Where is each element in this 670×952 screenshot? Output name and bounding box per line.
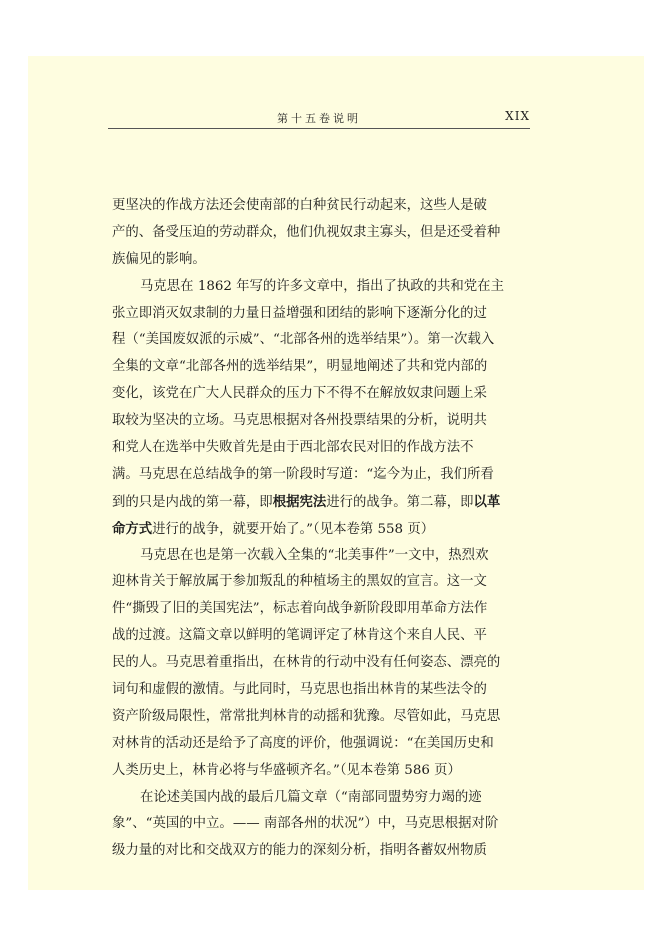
text-line: [112, 704, 532, 731]
text-line: [112, 274, 532, 301]
text-line: [112, 354, 532, 381]
text-line: [112, 462, 532, 489]
text-run: 全集的文章“北部各州的选举结果”，明显地阐述了共和党内部的: [112, 359, 488, 375]
text-run: 取较为坚决的立场。马克思根据对各州投票结果的分析，说明共: [112, 413, 487, 429]
text-line: [112, 785, 532, 812]
text-line: [112, 516, 532, 543]
text-run: 马克思在 1862 年写的许多文章中，指出了执政的共和党在主: [140, 278, 504, 294]
text-line: [112, 543, 532, 570]
text-run: 张立即消灭奴隶制的力量日益增强和团结的影响下逐渐分化的过: [112, 305, 487, 321]
text-line: [112, 596, 532, 623]
text-line: [112, 381, 532, 408]
text-run: 象”、“英国的中立。—— 南部各州的状况”）中，马克思根据对阶: [112, 816, 499, 832]
text-run: 满。马克思在总结战争的第一阶段时写道：“迄今为止，我们所看: [112, 466, 494, 482]
bold-text-run: 以革: [473, 493, 501, 510]
text-line: [112, 811, 532, 838]
text-run: 变化，该党在广大人民群众的压力下不得不在解放奴隶问题上采: [112, 386, 487, 402]
text-line: [112, 435, 532, 462]
text-run: 族偏见的影响。: [112, 251, 206, 267]
page-number: XIX: [505, 109, 530, 123]
text-run: 到的只是内战的第一幕，即: [112, 494, 273, 510]
text-line: [112, 301, 532, 328]
body-text: [112, 193, 532, 865]
text-run: 资产阶级局限性，常常批判林肯的动摇和犹豫。尽管如此，马克思: [112, 708, 501, 724]
text-run: 更坚决的作战方法还会使南部的白种贫民行动起来，这些人是破: [112, 198, 487, 213]
text-run: 进行的战争。第二幕，即: [326, 494, 474, 510]
text-run: 迎林肯关于解放属于参加叛乱的种植场主的黑奴的宣言。这一文: [112, 574, 487, 590]
text-line: [112, 247, 532, 274]
text-run: 对林肯的活动还是给予了高度的评价，他强调说：“在美国历史和: [112, 735, 494, 751]
bold-text-run: 命方式: [112, 520, 153, 537]
text-line: [112, 731, 532, 758]
text-run: 民的人。马克思着重指出，在林肯的行动中没有任何姿态、漂亮的: [112, 655, 501, 671]
text-line: [112, 623, 532, 650]
text-run: 人类历史上，林肯必将与华盛顿齐名。”（见本卷第 586 页）: [112, 762, 461, 778]
text-line: [112, 838, 532, 865]
text-line: [112, 489, 532, 516]
text-run: 战的过渡。这篇文章以鲜明的笔调评定了林肯这个来自人民、平: [112, 628, 487, 644]
text-run: 马克思在也是第一次载入全集的“北美事件”一文中，热烈欢: [140, 547, 489, 563]
text-run: 件“撕毁了旧的美国宪法”，标志着向战争新阶段即用革命方法作: [112, 601, 488, 617]
text-line: [112, 193, 532, 220]
text-line: [112, 650, 532, 677]
running-header: [108, 106, 530, 129]
text-run: 词句和虚假的激情。与此同时，马克思也指出林肯的某些法令的: [112, 682, 487, 698]
text-run: 程（“美国废奴派的示威”、“北部各州的选举结果”）。第一次载入: [112, 332, 495, 348]
text-run: 产的、备受压迫的劳动群众，他们仇视奴隶主寡头，但是还受着种: [112, 224, 501, 240]
text-run: 在论述美国内战的最后几篇文章（“南部同盟势穷力竭的迹: [140, 789, 482, 805]
bold-text-run: 根据宪法: [272, 493, 327, 510]
text-line: [112, 677, 532, 704]
running-title: 第十五卷说明: [277, 112, 361, 125]
text-run: 级力量的对比和交战双方的能力的深刻分析，指明各蓄奴州物质: [112, 843, 487, 859]
text-line: [112, 408, 532, 435]
text-line: [112, 220, 532, 247]
text-line: [112, 327, 532, 354]
text-line: [112, 758, 532, 785]
text-run: 和党人在选举中失败首先是由于西北部农民对旧的作战方法不: [112, 440, 474, 456]
text-line: [112, 569, 532, 596]
text-run: 进行的战争，就要开始了。”（见本卷第 558 页）: [152, 521, 435, 537]
